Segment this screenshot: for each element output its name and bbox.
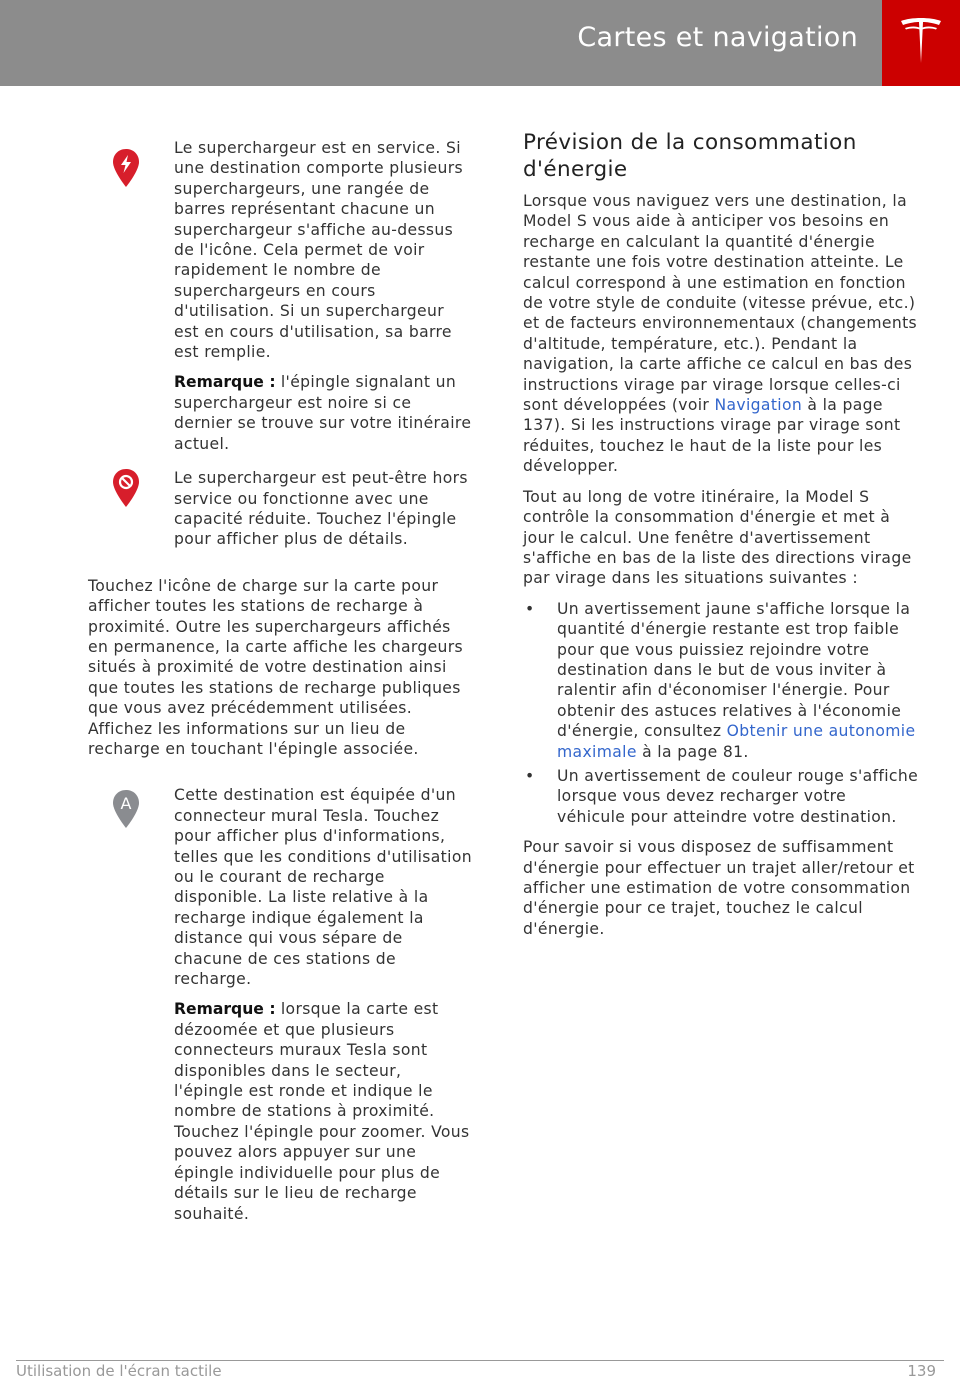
list-item-text: à la page 81. bbox=[636, 742, 749, 761]
list-item bbox=[523, 599, 919, 762]
energy-monitoring-paragraph: Tout au long de votre itinéraire, la Model S contrôle la consommation d'énergie et met à jour le calcul. Une fenêtre d'avertissement s'affiche en bas de la liste des directions virage par virage dans les situations suivantes : bbox=[523, 487, 912, 588]
wall-connector-pin-icon bbox=[112, 789, 140, 829]
section-heading: Prévision de la consommation d'énergie bbox=[523, 130, 857, 182]
note-text: lorsque la carte est dézoomée et que plusieurs connecteurs muraux Tesla sont disponibles dans le secteur, l'épingle est ronde et indique le nombre de stations à proximité. Touchez l'épingle pour zoomer. Vous pouvez alors appuyer sur une épingle individuelle pour plus de détails sur le lieu de recharge souhaité. bbox=[174, 1000, 470, 1223]
bullet: • bbox=[525, 599, 535, 618]
right-column bbox=[523, 130, 919, 939]
page-number: 139 bbox=[907, 1362, 936, 1380]
page-header bbox=[0, 0, 960, 86]
energy-prediction-paragraph bbox=[523, 191, 919, 477]
supercharger-available-entry bbox=[88, 138, 472, 454]
list-item-text: Un avertissement de couleur rouge s'affiche lorsque vous devez recharger votre véhicule pour atteindre votre destination. bbox=[557, 766, 919, 826]
note-label: Remarque : bbox=[174, 1000, 276, 1019]
supercharger-out-of-service-entry bbox=[88, 468, 472, 550]
charging-paragraph: Touchez l'icône de charge sur la carte pour afficher toutes les stations de recharge à proximité. Outre les superchargeurs affichés en permanence, la carte affiche les chargeurs situés à proximité de votre destination ainsi que toutes les stations de recharge publiques que vous avez précédemment utilisées. Affichez les informations sur un lieu de recharge en touchant l'épingle associée. bbox=[88, 576, 463, 758]
paragraph-text: à la page 137). Si les instructions virage par virage sont réduites, touchez le haut de la liste pour les développer. bbox=[523, 396, 901, 476]
left-column bbox=[88, 138, 472, 1224]
note-text: l'épingle signalant un superchargeur est noire si ce dernier se trouve sur votre itinéraire actuel. bbox=[174, 373, 472, 453]
pin-letter: A bbox=[120, 794, 132, 814]
supercharger-available-text: Le superchargeur est en service. Si une destination comporte plusieurs superchargeurs, une rangée de barres représentant chacune un superchargeur s'affiche au-dessus de l'icône. Cela permet de voir rapidement le nombre de superchargeurs en cours d'utilisation. Si un superchargeur est en cours d'utilisation, sa barre est remplie. bbox=[174, 139, 463, 362]
chapter-title: Cartes et navigation bbox=[577, 22, 858, 53]
bullet: • bbox=[525, 766, 535, 785]
note bbox=[174, 999, 472, 1223]
max-range-link[interactable]: Obtenir une autonomie maximale bbox=[557, 722, 916, 761]
round-trip-paragraph: Pour savoir si vous disposez de suffisamment d'énergie pour effectuer un trajet aller/retour et afficher une estimation de votre consommation d'énergie pour ce trajet, touchez le calcul d'énergie. bbox=[523, 838, 915, 938]
list-item-text: Un avertissement jaune s'affiche lorsque la quantité d'énergie restante est trop faible pour que vous puissiez rejoindre votre destination dans le but de vous inviter à ralentir afin d'économiser l'énergie. Pour obtenir des astuces relatives à l'économie d'énergie, consultez bbox=[557, 599, 911, 741]
wall-connector-text: Cette destination est équipée d'un connecteur mural Tesla. Touchez pour afficher plus d'informations, telles que les conditions d'utilisation ou le courant de recharge disponible. La liste relative à la recharge indique également la distance qui vous sépare de chacune de ces stations de recharge. bbox=[174, 786, 472, 989]
footer-section-title: Utilisation de l'écran tactile bbox=[16, 1362, 222, 1380]
wall-connector-entry bbox=[88, 785, 472, 1224]
tesla-logo-icon bbox=[899, 17, 943, 65]
footer-divider bbox=[16, 1360, 944, 1361]
navigation-link[interactable]: Navigation bbox=[714, 396, 803, 415]
paragraph-text: Lorsque vous naviguez vers une destination, la Model S vous aide à anticiper vos besoins en recharge en calculant la quantité d'énergie restante une fois votre destination atteinte. Le calcul correspond à une estimation en fonction de votre style de conduite (vitesse prévue, etc.) et de facteurs environnementaux (changements d'altitude, température, etc.). Pendant la navigation, la carte affiche ce calcul en bas des instructions virage par virage lorsque celles-ci sont développées (voir bbox=[523, 192, 918, 415]
supercharger-pin-red-icon bbox=[112, 148, 140, 188]
supercharger-out-of-service-pin-icon bbox=[112, 468, 140, 508]
supercharger-out-of-service-text: Le superchargeur est peut-être hors service ou fonctionne avec une capacité réduite. Touchez l'épingle pour afficher plus de détails. bbox=[174, 469, 468, 549]
list-item bbox=[523, 766, 919, 827]
warning-list bbox=[523, 599, 919, 827]
note bbox=[174, 372, 472, 454]
note-label: Remarque : bbox=[174, 373, 276, 392]
logo-box bbox=[882, 0, 960, 86]
